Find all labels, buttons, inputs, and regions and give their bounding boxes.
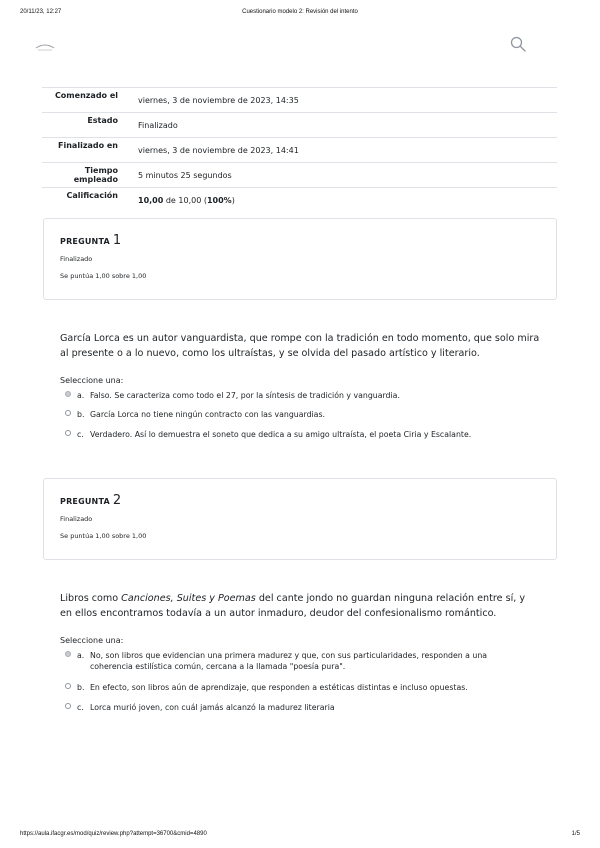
logo-icon[interactable] — [34, 40, 56, 52]
summary-label: Finalizado en — [58, 141, 118, 150]
summary-row-finished — [42, 138, 557, 163]
summary-value: 5 minutos 25 segundos — [138, 171, 232, 180]
summary-value: viernes, 3 de noviembre de 2023, 14:35 — [138, 96, 299, 105]
print-footer — [20, 831, 580, 841]
question-info-card — [43, 218, 557, 300]
summary-value: viernes, 3 de noviembre de 2023, 14:41 — [138, 146, 299, 155]
answer-letter: b. — [77, 410, 85, 419]
question-label: PREGUNTA — [60, 497, 110, 506]
question-text-pre: Libros como — [60, 593, 122, 604]
summary-label: Comenzado el — [54, 91, 118, 100]
print-url: https://aula.ifacgr.es/mod/quiz/review.php?attempt=36700&cmid=4890 — [20, 831, 207, 837]
answer-prompt: Seleccione una: — [60, 636, 124, 645]
answer-prompt: Seleccione una: — [60, 376, 124, 385]
question-text-post: del cante jondo no guardan ninguna relación entre sí, y en ellos encontramos todavía a un autor inmaduro, deudor del confesionalismo romántico. — [60, 593, 526, 619]
question-text-italic: Canciones, Suites y Poemas — [121, 593, 256, 604]
radio-button[interactable] — [65, 703, 71, 709]
question-grade: Se puntúa 1,00 sobre 1,00 — [60, 532, 147, 540]
print-page-number: 1/5 — [571, 831, 580, 837]
question-info-card — [43, 478, 557, 560]
summary-row-started — [42, 88, 557, 113]
question-title — [60, 493, 121, 508]
attempt-summary-table — [42, 87, 557, 212]
question-number: 1 — [112, 233, 122, 248]
answer-letter: a. — [77, 651, 85, 660]
answer-text: No, son libros que evidencian una primera madurez y que, con sus particularidades, responden a una coherencia estilística común, cercana a la llamada "poesía pura". — [90, 651, 488, 671]
grade-percent: 100% — [206, 196, 232, 205]
radio-button[interactable] — [65, 683, 71, 689]
answer-text: Falso. Se caracteriza como todo el 27, por la síntesis de tradición y vanguardia. — [90, 391, 400, 400]
radio-button[interactable] — [65, 430, 71, 436]
question-text — [60, 591, 540, 621]
answer-letter: b. — [77, 683, 85, 692]
grade-end: ) — [231, 196, 235, 205]
answer-text: Verdadero. Así lo demuestra el soneto que dedica a su amigo ultraísta, el poeta Ciria y Escalante. — [90, 430, 472, 439]
answer-letter: c. — [77, 430, 84, 439]
print-date: 20/11/23, 12:27 — [20, 9, 62, 15]
grade-mid: de 10,00 ( — [163, 196, 207, 205]
summary-label: Calificación — [66, 191, 118, 200]
summary-value — [126, 188, 557, 213]
summary-label: Tiempo empleado — [73, 166, 118, 184]
search-icon[interactable] — [510, 36, 526, 52]
answer-text: En efecto, son libros aún de aprendizaje, que responden a estéticas distintas e incluso opuestas. — [90, 683, 468, 692]
answer-letter: c. — [77, 703, 84, 712]
print-header — [20, 9, 580, 19]
summary-value: Finalizado — [138, 121, 178, 130]
answer-text: García Lorca no tiene ningún contracto con las vanguardias. — [90, 410, 326, 419]
question-text: García Lorca es un autor vanguardista, que rompe con la tradición en todo momento, que solo mira al presente o a lo nuevo, como los ultraístas, y se olvida del pasado artístico y literario. — [60, 333, 540, 359]
print-title: Cuestionario modelo 2: Revisión del intento — [242, 9, 358, 15]
question-label: PREGUNTA — [60, 237, 110, 246]
radio-button[interactable] — [65, 410, 71, 416]
question-title — [60, 233, 121, 248]
summary-row-state — [42, 113, 557, 138]
answer-text: Lorca murió joven, con cuál jamás alcanzó la madurez literaria — [90, 703, 335, 712]
question-state: Finalizado — [60, 515, 93, 523]
summary-row-time — [42, 163, 557, 188]
summary-label: Estado — [87, 116, 118, 125]
summary-row-grade — [42, 188, 557, 213]
question-number: 2 — [112, 493, 122, 508]
question-state: Finalizado — [60, 255, 93, 263]
question-grade: Se puntúa 1,00 sobre 1,00 — [60, 272, 147, 280]
radio-button[interactable] — [65, 391, 71, 397]
grade-score: 10,00 — [138, 196, 164, 205]
radio-button[interactable] — [65, 651, 71, 657]
answer-letter: a. — [77, 391, 85, 400]
